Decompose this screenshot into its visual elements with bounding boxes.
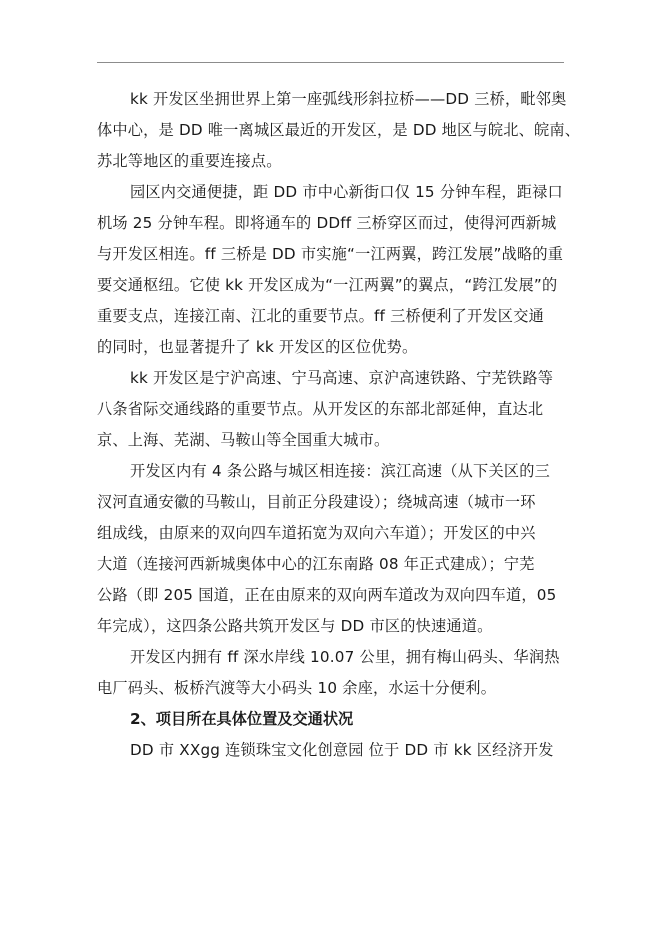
text-line: 电厂码头、板桥汽渡等大小码头 10 余座，水运十分便利。: [97, 679, 497, 697]
paragraph-project-location: [97, 735, 567, 766]
text-line: kk 开发区坐拥世界上第一座弧线形斜拉桥——DD 三桥，毗邻奥: [130, 90, 567, 108]
text-line: 八条省际交通线路的重要节点。从开发区的东部北部延伸，直达北: [97, 400, 544, 418]
text-line: 京、上海、芜湖、马鞍山等全国重大城市。: [97, 431, 390, 449]
text-line: 机场 25 分钟车程。即将通车的 DDff 三桥穿区而过，使得河西新城: [97, 214, 557, 232]
paragraph-waterway: [97, 642, 567, 704]
text-line: 的同时，也显著提升了 kk 开发区的区位优势。: [97, 338, 418, 356]
paragraph-roads: [97, 456, 567, 642]
text-line: 与开发区相连。ff 三桥是 DD 市实施“一江两翼，跨江发展”战略的重: [97, 245, 564, 263]
header-rule: [97, 62, 564, 63]
text-line: kk 开发区是宁沪高速、宁马高速、京沪高速铁路、宁芜铁路等: [130, 369, 554, 387]
text-line: 开发区内有 4 条公路与城区相连接：滨江高速（从下关区的三: [130, 462, 550, 480]
text-line: 组成线，由原来的双向四车道拓宽为双向六车道）；开发区的中兴: [97, 524, 536, 542]
text-line: DD 市 XXgg 连锁珠宝文化创意园 位于 DD 市 kk 区经济开发: [130, 741, 554, 759]
text-line: 大道（连接河西新城奥体中心的江东南路 08 年正式建成）；宁芜: [97, 555, 535, 573]
paragraph-highways: [97, 363, 567, 456]
text-line: 苏北等地区的重要连接点。: [97, 152, 282, 170]
paragraph-transport: [97, 177, 567, 363]
text-line: 重要支点，连接江南、江北的重要节点。ff 三桥便利了开发区交通: [97, 307, 544, 325]
text-line: 公路（即 205 国道，正在由原来的双向两车道改为双向四车道，05: [97, 586, 557, 604]
text-line: 汊河直通安徽的马鞍山，目前正分段建设）；绕城高速（城市一环: [97, 493, 536, 511]
text-line: 园区内交通便捷，距 DD 市中心新街口仅 15 分钟车程，距禄口: [130, 183, 563, 201]
text-line: 开发区内拥有 ff 深水岸线 10.07 公里，拥有梅山码头、华润热: [130, 648, 560, 666]
text-line: 年完成），这四条公路共筑开发区与 DD 市区的快速通道。: [97, 617, 493, 635]
text-line: 体中心，是 DD 唯一离城区最近的开发区，是 DD 地区与皖北、皖南、: [97, 121, 581, 139]
text-line: 要交通枢纽。它使 kk 开发区成为“一江两翼”的翼点，“跨江发展”的: [97, 276, 558, 294]
paragraph-location: [97, 84, 581, 177]
section-heading: 2、项目所在具体位置及交通状况: [130, 710, 354, 728]
document-body: [97, 84, 581, 766]
